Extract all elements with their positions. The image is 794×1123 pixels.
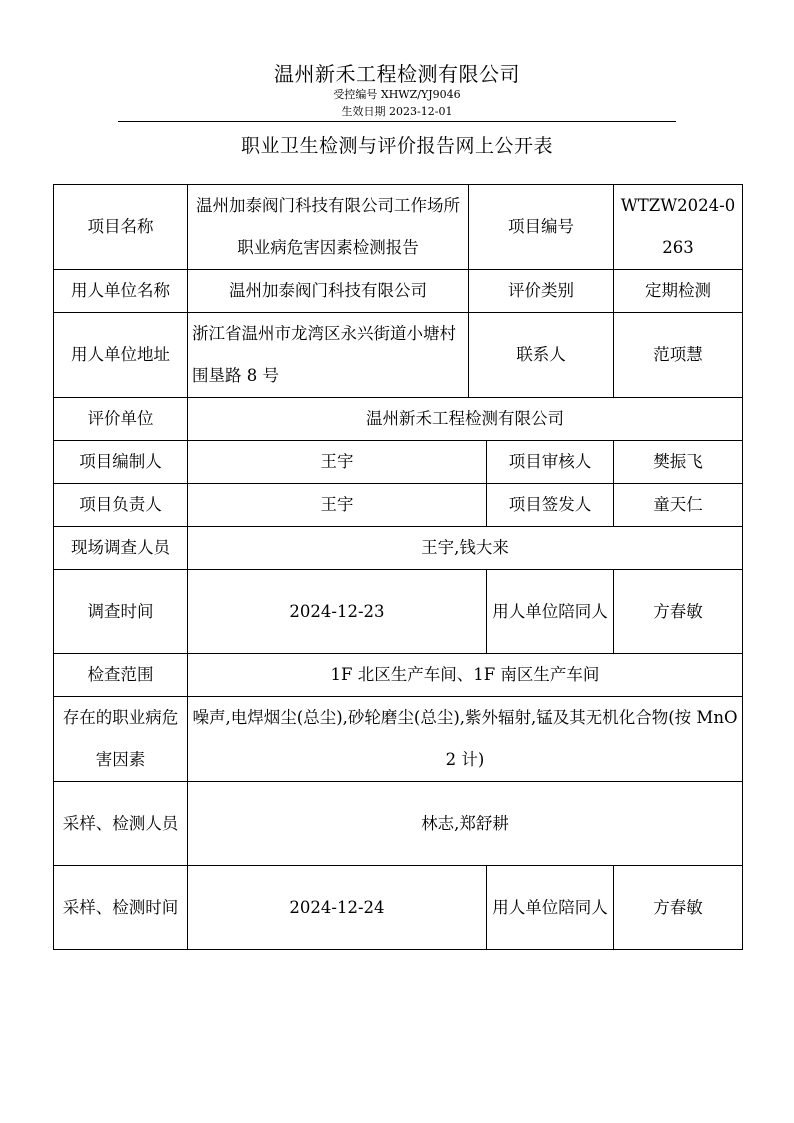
project-no-value: WTZW2024-0263 — [614, 185, 743, 270]
surveyors-value: 王宇,钱大来 — [188, 527, 743, 570]
contact-value: 范项慧 — [614, 313, 743, 398]
effective-date: 生效日期 2023-12-01 — [341, 105, 453, 118]
table-row — [54, 270, 743, 313]
address-label: 用人单位地址 — [54, 313, 188, 398]
control-number: 受控编号 XHWZ/YJ9046 — [333, 88, 461, 101]
table-row — [54, 697, 743, 782]
hazards-label: 存在的职业病危害因素 — [54, 697, 188, 782]
table-row — [54, 313, 743, 398]
header-divider — [118, 121, 676, 122]
project-name-label: 项目名称 — [54, 185, 188, 270]
employer-label: 用人单位名称 — [54, 270, 188, 313]
table-row — [54, 527, 743, 570]
disclosure-table — [53, 184, 743, 950]
sample-time-value: 2024-12-24 — [188, 866, 487, 950]
eval-unit-label: 评价单位 — [54, 398, 188, 441]
reviewer-label: 项目审核人 — [487, 441, 614, 484]
company-name: 温州新禾工程检测有限公司 — [274, 62, 520, 86]
hazards-value: 噪声,电焊烟尘(总尘),砂轮磨尘(总尘),紫外辐射,锰及其无机化合物(按 MnO2 计) — [188, 697, 743, 782]
table-row — [54, 441, 743, 484]
address-value: 浙江省温州市龙湾区永兴街道小塘村围垦路 8 号 — [188, 313, 469, 398]
sample-accompany-value: 方春敏 — [614, 866, 743, 950]
scope-value: 1F 北区生产车间、1F 南区生产车间 — [188, 654, 743, 697]
eval-type-label: 评价类别 — [469, 270, 614, 313]
eval-type-value: 定期检测 — [614, 270, 743, 313]
survey-time-label: 调查时间 — [54, 570, 188, 654]
eval-unit-value: 温州新禾工程检测有限公司 — [188, 398, 743, 441]
table-row — [54, 484, 743, 527]
contact-label: 联系人 — [469, 313, 614, 398]
page-title: 职业卫生检测与评价报告网上公开表 — [240, 135, 553, 157]
compiler-label: 项目编制人 — [54, 441, 188, 484]
table-row — [54, 185, 743, 270]
sample-time-label: 采样、检测时间 — [54, 866, 188, 950]
leader-value: 王宇 — [188, 484, 487, 527]
sample-accompany-label: 用人单位陪同人 — [487, 866, 614, 950]
project-no-label: 项目编号 — [469, 185, 614, 270]
table-row — [54, 654, 743, 697]
scope-label: 检查范围 — [54, 654, 188, 697]
surveyors-label: 现场调查人员 — [54, 527, 188, 570]
issuer-value: 童天仁 — [614, 484, 743, 527]
table-row — [54, 570, 743, 654]
survey-time-value: 2024-12-23 — [188, 570, 487, 654]
survey-accompany-label: 用人单位陪同人 — [487, 570, 614, 654]
reviewer-value: 樊振飞 — [614, 441, 743, 484]
table-row — [54, 866, 743, 950]
survey-accompany-value: 方春敏 — [614, 570, 743, 654]
issuer-label: 项目签发人 — [487, 484, 614, 527]
employer-value: 温州加泰阀门科技有限公司 — [188, 270, 469, 313]
samplers-label: 采样、检测人员 — [54, 782, 188, 866]
table-row — [54, 782, 743, 866]
project-name-value: 温州加泰阀门科技有限公司工作场所职业病危害因素检测报告 — [188, 185, 469, 270]
leader-label: 项目负责人 — [54, 484, 188, 527]
table-row — [54, 398, 743, 441]
samplers-value: 林志,郑舒耕 — [188, 782, 743, 866]
compiler-value: 王宇 — [188, 441, 487, 484]
